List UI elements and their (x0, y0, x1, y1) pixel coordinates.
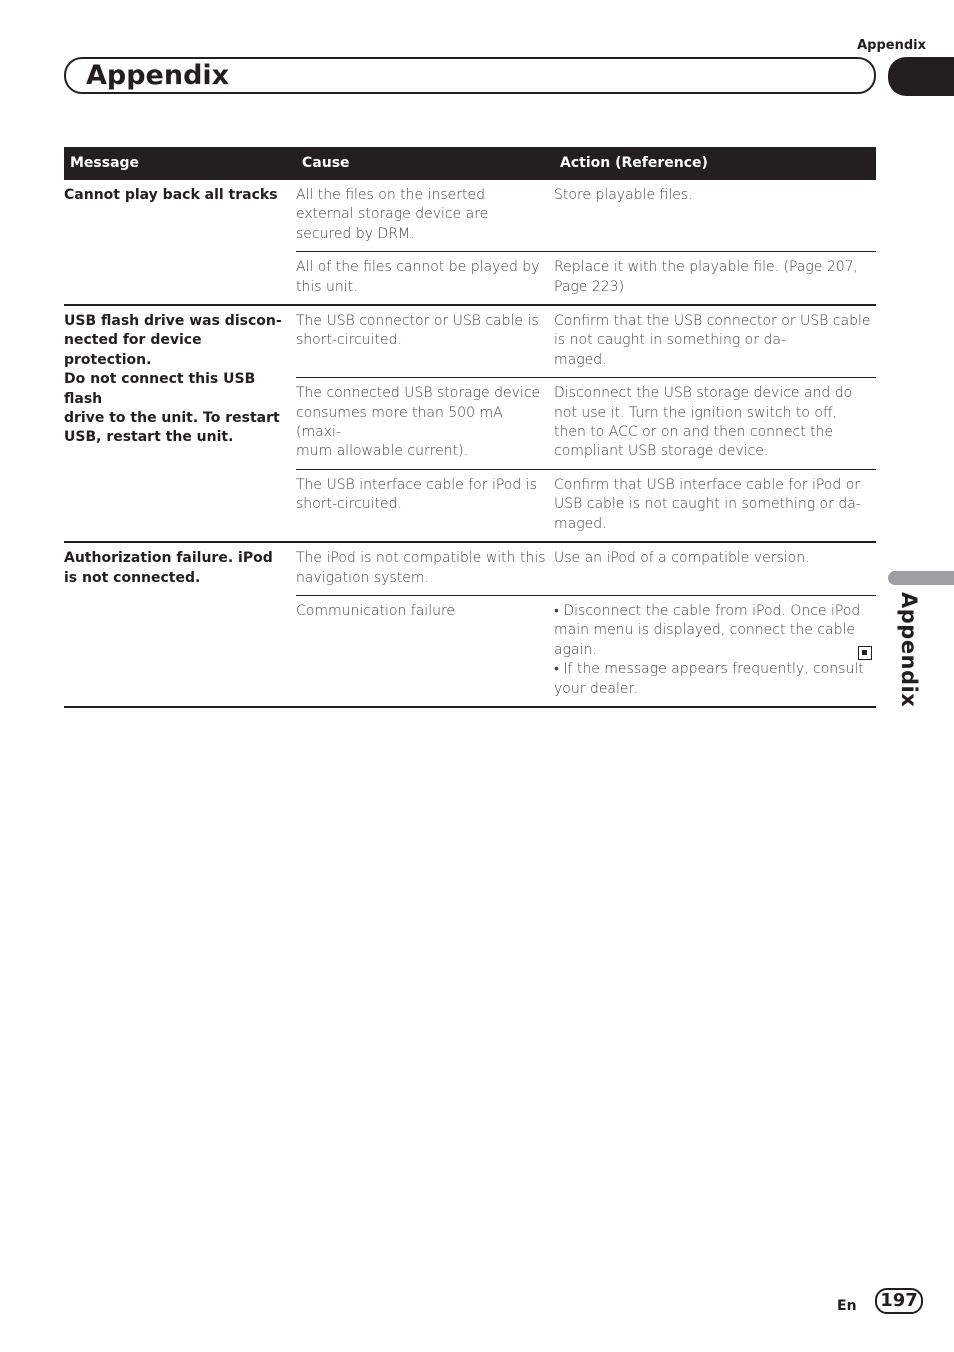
action-cell: Replace it with the playable file. (Page 207, Page 223) (554, 252, 876, 305)
side-tab-label: Appendix (897, 592, 921, 708)
page-title: Appendix (86, 60, 230, 91)
cause-cell: The USB connector or USB cable is short-circuited. (296, 305, 554, 378)
column-header-message: Message (64, 147, 296, 180)
message-cell: Authorization failure. iPod is not connected. (64, 542, 296, 707)
action-cell: Confirm that the USB connector or USB cable is not caught in something or da- maged. (554, 305, 876, 378)
action-cell: Disconnect the USB storage device and do not use it. Turn the ignition switch to off, then to ACC or on and then connect the compliant USB storage device. (554, 378, 876, 470)
cause-cell: The iPod is not compatible with this navigation system. (296, 542, 554, 595)
cause-cell: All the files on the inserted external storage device are secured by DRM. (296, 187, 489, 242)
table-row (64, 180, 876, 252)
page-number: 197 (875, 1288, 923, 1314)
table-row (64, 542, 876, 595)
cause-cell: All of the files cannot be played by this unit. (296, 252, 554, 305)
cause-cell: The USB interface cable for iPod is short-circuited. (296, 469, 554, 542)
cause-cell: The connected USB storage device consumes more than 500 mA (maxi- mum allowable current). (296, 378, 554, 470)
error-message-table (64, 147, 876, 708)
column-header-action: Action (Reference) (554, 147, 876, 180)
action-cell: Confirm that USB interface cable for iPod or USB cable is not caught in something or da- maged. (554, 469, 876, 542)
section-title-bar (64, 57, 876, 94)
language-label: En (837, 1298, 857, 1314)
section-tab-marker (888, 57, 954, 96)
action-cell: Store playable files. (554, 187, 693, 203)
running-header: Appendix (857, 38, 926, 53)
cause-cell: Communication failure (296, 595, 554, 707)
action-cell: • Disconnect the cable from iPod. Once iPod main menu is displayed, connect the cable again. • If the message appears frequently, consult your dealer. (554, 595, 876, 707)
side-tab-marker (888, 571, 954, 585)
message-cell: USB flash drive was discon- nected for device protection. Do not connect this USB flash drive to the unit. To restart USB, restart the unit. (64, 305, 296, 542)
end-of-section-icon (858, 646, 872, 660)
action-cell: Use an iPod of a compatible version. (554, 542, 876, 595)
column-header-cause: Cause (296, 147, 554, 180)
table-row (64, 305, 876, 378)
table-header-row (64, 147, 876, 180)
message-cell: Cannot play back all tracks (64, 187, 278, 203)
